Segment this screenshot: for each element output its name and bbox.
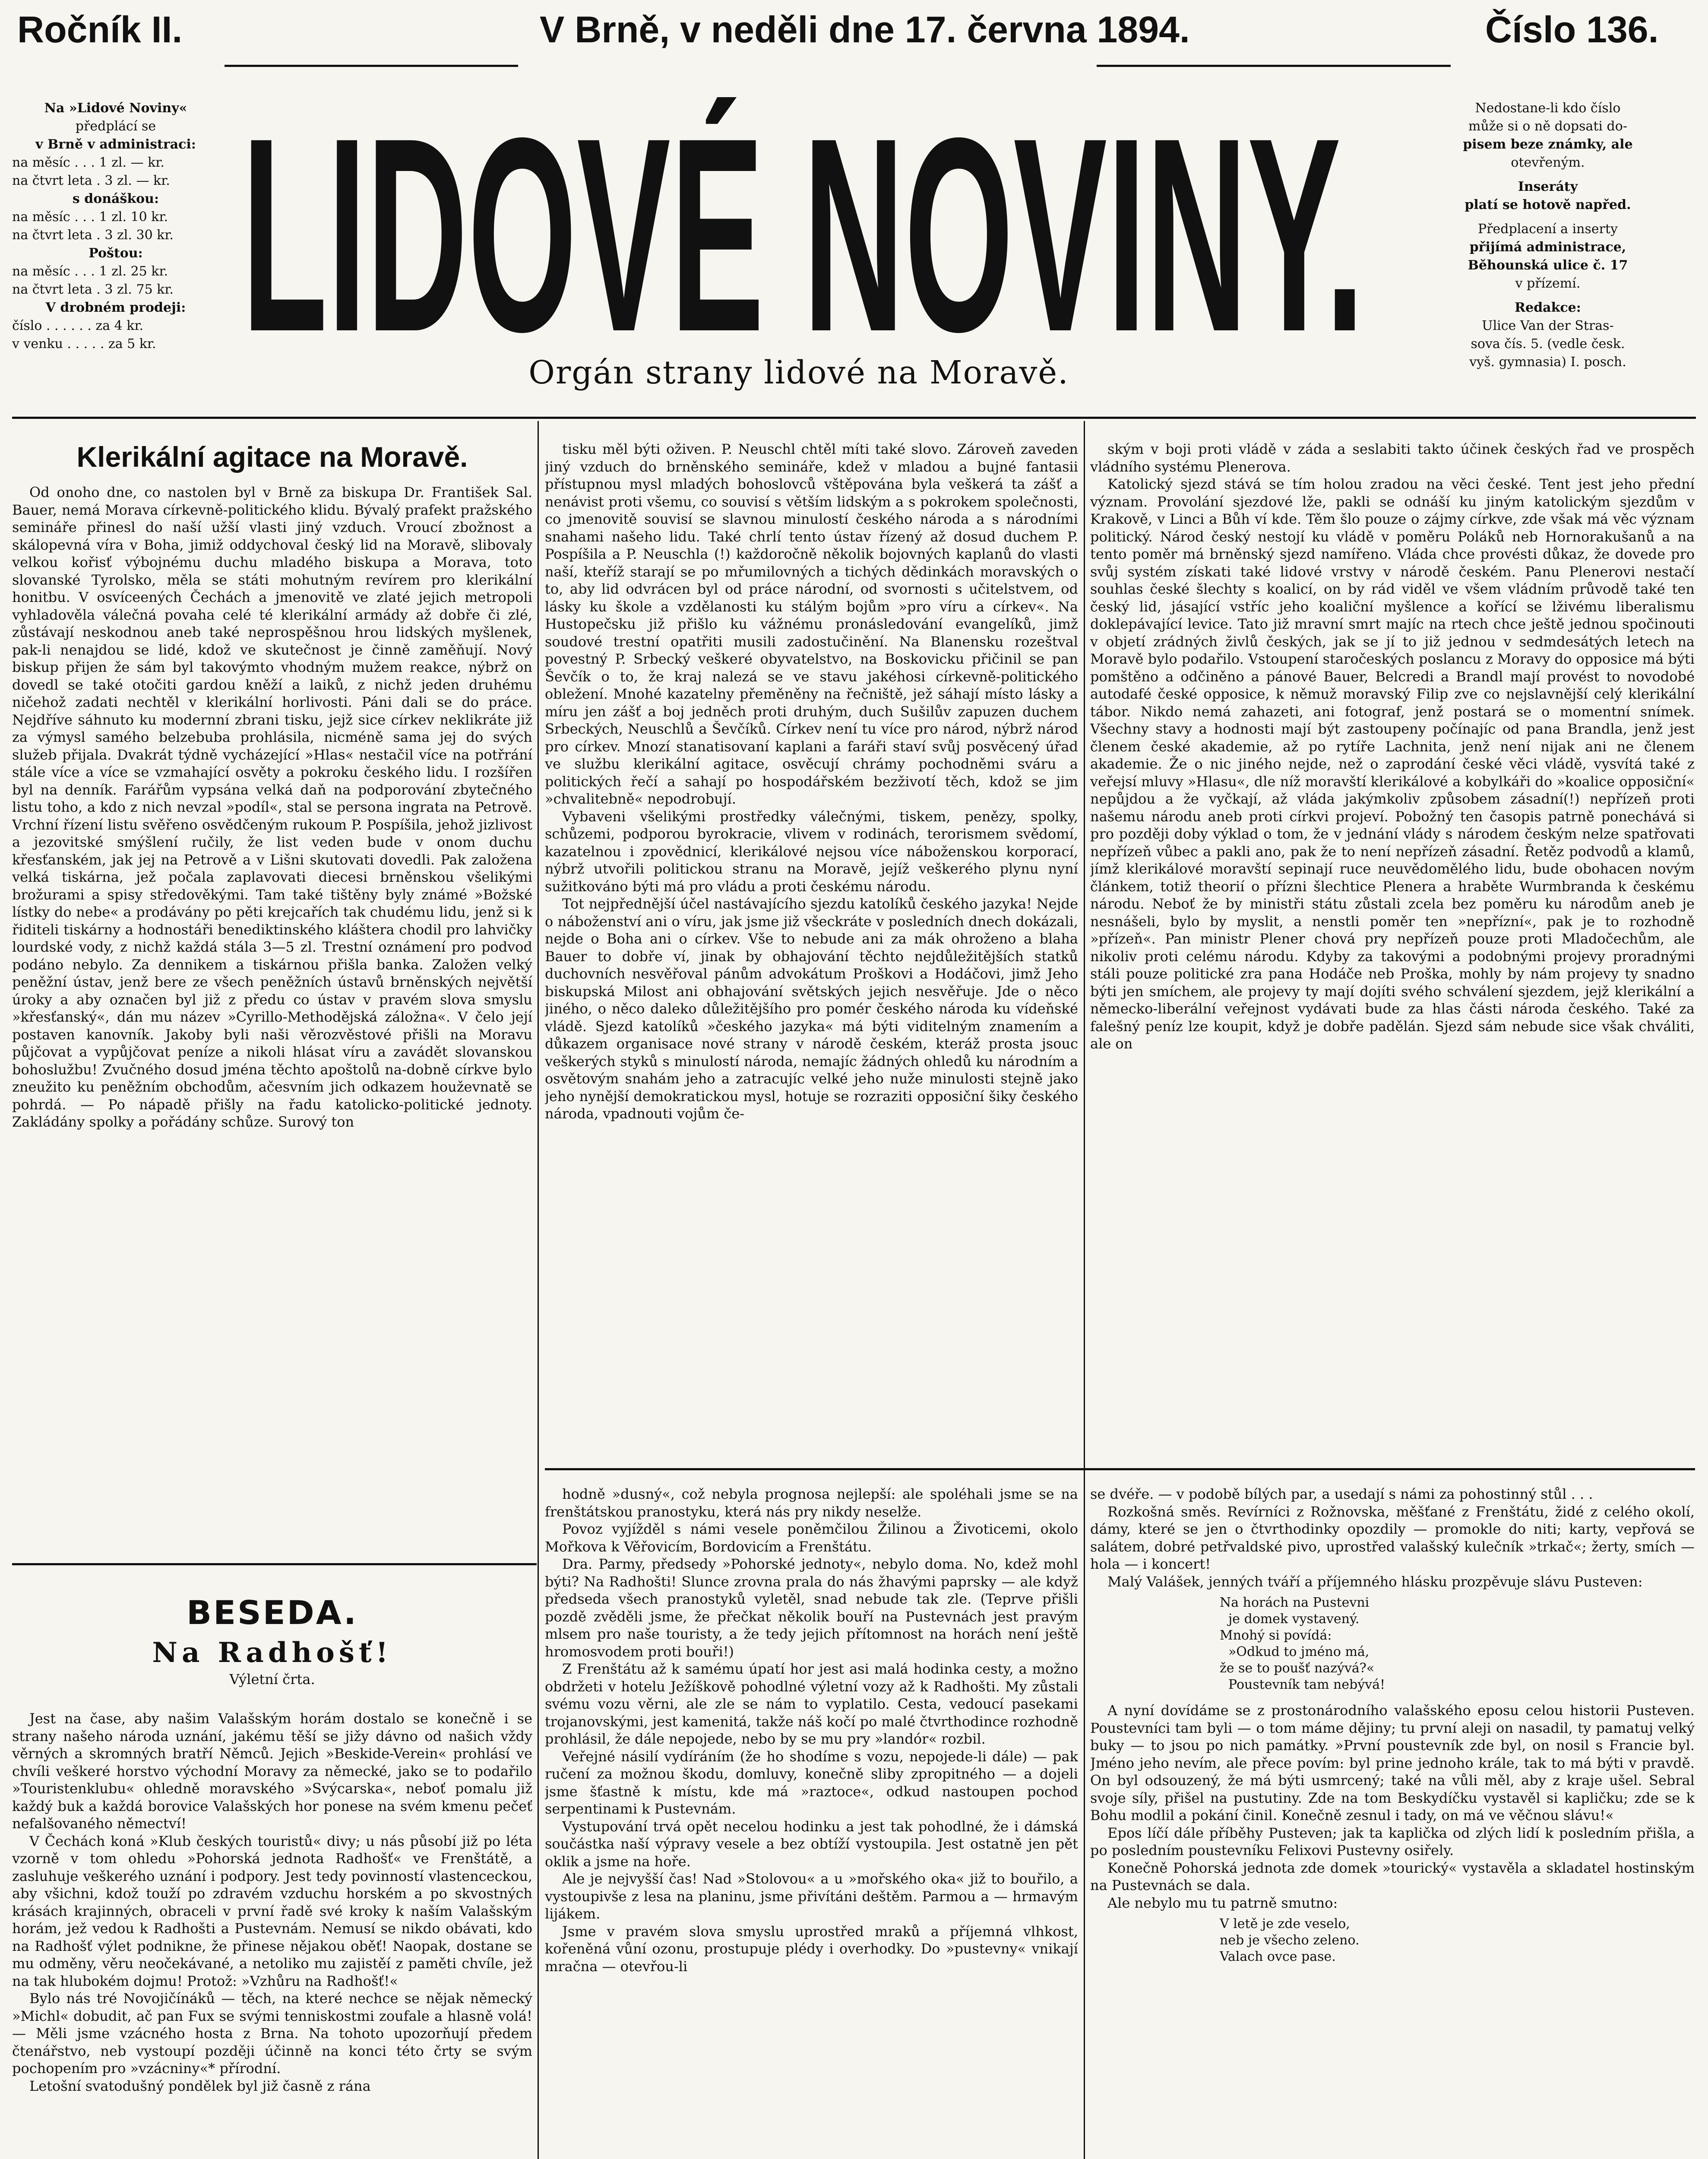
article-paragraph: Katolický sjezd stává se tím holou zradou na věci české. Tent jest jeho přední význam. Provolání sjezdové lže, pakli se odnáší ku jiným katolickým sjezdům v Krakově, v Linci a Bůh ví kde. Těm šlo pouze o zájmy církve, zde však má věc význam politický. Národ český nestojí ku vládě v poměru Poláků neb Hornorakušanů a na tento poměr má brněnský sjezd namířeno. Vláda chce provésti důkaz, že dovede pro svůj systém získati také lidové vrstvy v národě českém. Panu Plenerovi nestačí souhlas české šlechty s koalicí, on by rád viděl ve všem vládním průvodě také ten český lid, jásající vstříc jeho koaliční myšlence a kořící se lživému liberalismu doklepávající levice. Tato již mravní smrt majíc na rtech chce ještě jednou spočinouti v objetí zrádných živlů českých, jak se jí to již jednou v sedmdesátých letech na Moravě bylo podařilo. Vstoupení staročeských poslancu z Moravy do opposice má býti pomštěno a odčiněno a pánové Bauer, Belcredi a Brandl mají provést to novodobé autodafé české opposice, k němuž moravský Filip zve co nejslavnější celý klerikální tábor. Nikdo nemá zahazeti, ani fotograf, jenž postará se o momentní snímek. Všechny stavy a hodnosti mají být zastoupeny počínajíc od pana Brandla, jenž jest členem české akademie, až po rytíře Lachnita, jenž není nijak ani ne členem akademie. Že o nic jiného nejde, než o zaprodání české věci vládě, vysvítá také z veřejsí mluvy »Hlasu«, dle níž moravští klerikálové a kobylkáři do »koalice opposiční« nepůjdou a že vyčkají, až vláda jakýmkoliv způsobem zásadní(!) nepřízeň proti našemu národu aneb proti církvi projeví. Pobožný ten časopis patrně ponechává si pro později doby výklad o tom, že v jednání vlády s národem českým nelze spatřovati nepřízeň vůbec a pakli ano, pak že to není nepřízeň zásadní. Řetěz podvodů a klamů, jímž klerikálové moravští sepinají ruce neuvědomělého lidu, bude obohacen novým článkem, totiž theorií o přízni šlechtice Plenera a hraběte Wurmbranda k českému národu. Neboť že by ministři státu zůstali zcela bez poměru ku národům aneb je nesnášeli, bylo by myslit, a nenstli poměr ten »nepřízní«, pak je to rozhodně »přízeň«. Pan ministr Plener chová pry nepřízeň pouze proti Mladočechům, ale nikoliv proti celému národu. Kdyby za takovými a podobnými projevy proradnými stáli pouze politické zra pana Hodáče neb Proška, mohly by nám projevy ty snadno býti jen smíchem, ale projevy ty mají dojíti svého schválení sjezdem, jejž klerikální a německo-liberální veřejnost vydávati bude za hlas části národa českého. Také za falešný peníz lze koupit, když je dobře padělán. Sjezd sám nebude sice však chváliti, ale on xyxy=(1090,476,1695,1052)
column-rule xyxy=(1084,421,1085,2159)
feuilleton-paragraph: Rozkošná směs. Revírníci z Rožnovska, měšťané z Frenštátu, židé z celého okolí, dámy, které se jen o čtvrthodinky opozdily — promokle do niti; karty, vepřová se salátem, dobré petřvaldské pivo, uprostřed valašský kulečník »trkač«; žerty, smích — hola — i koncert! xyxy=(1090,1503,1695,1572)
subscription-line: V drobném prodeji: xyxy=(45,300,186,315)
subscription-line: Na »Lidové Noviny« xyxy=(44,101,187,116)
article-column-3 xyxy=(1090,440,1695,1459)
subscription-line: na měsíc . . . 1 zl. 25 kr. xyxy=(12,264,168,279)
info-line: otevřeným. xyxy=(1511,155,1585,170)
subscription-line: na čtvrt leta . 3 zl. 30 kr. xyxy=(12,228,174,243)
subscription-line: v Brně v administraci: xyxy=(35,137,196,152)
feuilleton-paragraph: Epos líčí dále příběhy Pusteven; jak ta kaplička od zlých lidí k posledním přišla, a po posledním poustevníku Felixovi Pustevny osiřely. xyxy=(1090,1824,1695,1858)
feuilleton-paragraph: Konečně Pohorská jednota zde domek »tourický« vystavěla a skladatel hostinským na Pustevnách se dala. xyxy=(1090,1859,1695,1893)
feuilleton-column-1 xyxy=(12,1710,532,2159)
masthead-logo xyxy=(233,97,1373,352)
info-line: vyš. gymnasia) I. posch. xyxy=(1469,355,1626,370)
feuilleton-paragraph: A nyní dovídáme se z prostonárodního valašského eposu celou historii Pusteven. Poustevníci tam byli — o tom máme dějiny; tu první aleji on nasadil, ty pamatuj velký buky — to jsou po nich památky. »První poustevník zde byl, on nosil s Francie byl. Jméno jeho nevím, ale přece povím: byl prine jednoho krále, tak to má býti v pravdě. On byl odsouzený, že má býti usmrcený; také na vůli měl, aby z kraje ušel. Sebral svoje síly, přišel na pustutiny. Zde na tom Beskydíčku vystavěl si kapličku; zde se k Bohu modlil a pokání činil. Konečně zesnul i tady, on má ve věčnou slávu!« xyxy=(1090,1702,1695,1823)
feuilleton-column-2 xyxy=(545,1485,1078,2159)
feuilleton-paragraph: se dvéře. — v podobě bílých par, a usedají s námi za pohostinný stůl . . . xyxy=(1090,1486,1593,1502)
article-headline: Klerikální agitace na Moravě. xyxy=(76,441,468,473)
feuilleton-paragraph: Z Frenštátu až k samému úpatí hor jest asi malá hodinka cesty, a možno obdržeti v hotelu Ježíškově pohodlné výletní vozy až k Radhošti. My zůstali svému vozu věrni, ale zle se nám to vyplatilo. Cesta, vedoucí pasekami trojanovskými, jest kamenitá, takže náš kočí po malé čtvrthodince rozhodně prohlásil, že dále nepojede, nebo by se mu pry »landór« rozbil. xyxy=(545,1661,1078,1747)
article-paragraph: Vybaveni všelikými prostředky válečnými, tiskem, penězy, spolky, schůzemi, podporou byrokracie, vlivem v rodinách, terorismem svědomí, kazatelnou i zpovědnicí, klerikálové nejsou více náboženskou korporací, nýbrž utvořili politickou stranu na Moravě, jejíž veškerého plynu nyní sužitkováno býti má pro vládu a proti českému národu. xyxy=(545,808,1078,895)
issue-number: Číslo 136. xyxy=(1485,9,1659,51)
song-line: V letě je zde veselo, xyxy=(1220,1916,1350,1931)
info-box xyxy=(1395,99,1701,371)
info-line: Inseráty xyxy=(1518,179,1578,194)
info-line: v přízemí. xyxy=(1515,276,1581,291)
masthead-organ: Orgán strany lidové na Moravě. xyxy=(528,354,1069,391)
info-line: Běhounská ulice č. 17 xyxy=(1468,258,1628,273)
feuilleton-paragraph: Malý Valášek, jenných tváří a příjemného hlásku prozpěvuje slávu Pusteven: xyxy=(1107,1573,1643,1590)
feuilleton-paragraph: V Čechách koná »Klub českých touristů« divy; u nás působí již po léta vzorně v tom ohledu »Pohorská jednota Radhošť« ve Frenštátě, a zasluhuje veškerého uznání i podpory. Jest tedy povinností vlastenceckou, aby všichni, kdož touží po zdravém vzduchu horském a po skvostných krásách krajinných, obraceli v první řadě své kroky k naším Valašským horám, jež vedou k Radhošti a Pustevnám. Nemusí se nikdo obávati, kdo na Radhošť výlet podnikne, že přinese nějakou oběť! Naopak, dostane se mu odměny, věru neočekávané, a netoliko mu zajistěí z paměti chvíle, jež na tak hlubokém dojmu! Protož: »Vzhůru na Radhošť!« xyxy=(12,1833,532,1989)
feuilleton-paragraph: Jest na čase, aby našim Valašským horám dostalo se konečně i se strany našeho národa uznání, jakému těší se jižy dávno od našich vždy věrných a skromných bratří Němců. Jejich »Beskide-Verein« prohlásí ve chvíli veškeré horstvo východní Moravy za německé, jako se to podařilo »Touristenklubu« ohledně moravského »Svýcarska«, neboť pomalu již každý buk a každá borovice Valašských hor ponese na svém kmenu pečeť nefalšovaného němectví! xyxy=(12,1710,532,1832)
song-line: Mnohý si povídá: xyxy=(1220,1628,1332,1643)
subscription-box xyxy=(12,99,219,353)
info-line: Předplacení a inserty xyxy=(1477,222,1618,237)
article-paragraph: Tot nejpřednější účel nastávajícího sjezdu katolíků českého jazyka! Nejde o náboženství ani o víru, jak jsme již všeckráte v posledních dnech dokázali, nejde o Boha ani o církev. Vše to nebude ani za mák ohroženo a blaha Bauer to dobře ví, jinak by obhajování těchto nejdůležitějších statků duchovních nesvěřoval pánům advokátum Proškovi a Hodáčovi, jimž Jeho biskupská Milost ani obhajování světských jejich nesvěřuje. Jde o něco jiného, o něco daleko důležitějšího pro pomér českého národa ku vídeňské vládě. Sjezd katolíků »českého jazyka« má býti viditelným znamením a důkazem organisace nové strany v národě českém, kteráž prosta jsouc veškerých styků s minulostí národa, nemajíc žádných ohledů ku národním a osvětovým snahám jeho a zatracujíc velké jeho nuže minulosti stejně jako jeho nynější demokratickou mysl, hotuje se rozraziti opposiční šiky českého národa, vpadnouti vojům če- xyxy=(545,896,1078,1122)
song-line: že se to poušť nazývá?« xyxy=(1220,1661,1375,1676)
info-line: může si o ně dopsati do- xyxy=(1468,119,1627,134)
subscription-line: na měsíc . . . 1 zl. — kr. xyxy=(12,155,164,170)
header-rule-right xyxy=(1097,65,1451,67)
feuilleton-paragraph: Jsme v pravém slova smyslu uprostřed mraků a příjemná vlhkost, kořeněná vůní ozonu, prostupuje plédy i overhodky. Do »pustevny« vnikají mračna — otevřou-li xyxy=(545,1923,1078,1975)
subscription-line: v venku . . . . . za 5 kr. xyxy=(12,336,156,351)
feuilleton-rule xyxy=(12,1563,537,1565)
article-paragraph: ským v boji proti vládě v záda a seslabiti takto účinek českých řad ve prospěch vládního systému Plenerova. xyxy=(1090,441,1695,475)
issue-date: V Brně, v neděli dne 17. června 1894. xyxy=(540,9,1190,51)
feuilleton-paragraph: Povoz vyjížděl s námi vesele poněmčilou Žilinou a Životicemi, okolo Mořkova k Věřovicím, Bordovicím a Frenštátu. xyxy=(545,1521,1078,1555)
info-line: Ulice Van der Stras- xyxy=(1482,318,1614,333)
info-line: Nedostane-li kdo číslo xyxy=(1475,101,1621,116)
feuilleton-paragraph: Veřejné násilí vydíráním (že ho shodíme s vozu, nepojede-li dále) — pak ručení za možnou škodu, domluvy, konečně sliby zpropitného — a dojeli jsme šťastně k místu, kde má »raztoce«, odkud nastoupen pochod serpentinami k Pustevnám. xyxy=(545,1748,1078,1817)
subscription-line: na měsíc . . . 1 zl. 10 kr. xyxy=(12,209,168,225)
feuilleton-paragraph: Ale je nejvyšší čas! Nad »Stolovou« a u »mořského oka« již to bouřilo, a vystoupivše z lesa na planinu, jsme přivítáni deštěm. Parmou a — hrmavým lijákem. xyxy=(545,1871,1078,1922)
article-paragraph: Od onoho dne, co nastolen byl v Brně za biskupa Dr. František Sal. Bauer, nemá Morava církevně-politického klidu. Bývalý prafekt pražského semináře přinesl do naší užší vlasti jiný vzduch. Vroucí zbožnost a skálopevná víra v Boha, jimiž oddychoval český lid na Moravě, slibovaly velkou kořisť výbojnému duchu mladého biskupa a Morava, toto slovanské Tyrolsko, měla se státi mohutným revírem pro klerikální honitbu. V osvíceených Čechách a jmenovitě ve zlaté jejich metropoli vyhladověla válečná povaha celé té klerikální armády až dobře či zlé, zůstávají neskodnou aneb také neprospěšnou hrou lidských myšlenek, pak-li nenajdou se lidé, kdož ve skutečnost je činně zaměňují. Nový biskup přijen že sám byl takovýmto vhodným mužem reakce, nýbrž on dovedl se také otočiti gardou kněží a laiků, z nichž jeden druhému ničehož zadati nechtěl v klerikální horlivosti. Páni dali se do práce. Nejdříve sáhnuto ku modernní zbrani tisku, jejž sice církev neklikráte již za výmysl samého belzebuba prohlásila, nicméně sama jej do svých služeb přijala. Dvakrát týdně vycházející »Hlas« nestačil více na potřrání stále více a více se vzmahající osvěty a pokroku českého lidu. I rozšířen byl na denník. Farářům vypsána velká daň na podporování zbytečného listu toho, a kdo z nich nevzal »podíl«, stal se persona ingrata na Petrově. Vrchní řízení listu svěřeno osvědčeným rukoum P. Pospíšila, jehož jizlivost a jezovitské smýšlení ručily, že list veden bude v onom duchu křesťanském, jak jej na Petrově a v Lišni skutovati dovedli. Pak založena velká tiskárna, jež počala zaplavovati diecesi brněnskou všelikými brožurami a spisy středověkými. Tam také tištěny byly známé »Božské lístky do nebe« a prodávány po pěti krejcařích tak chudému lidu, jenž si k řiditeli tiskárny a hodnostáři benediktinského kláštera chodil pro lahvičky lourdské vody, z nichž každá stála 3—5 zl. Trestní oznámení pro podvod podáno nebylo. Za dennikem a tiskárnou přišla banka. Založen velký peněžní ústav, jenž bere ze všech peněžních ústavů brněnských největší úroky a aby označen byl již z předu co ústav v pravém slova smyslu »křesťanský«, dán mu název »Cyrillo-Methodějská záložna«. V čelo její postaven kanovník. Jakoby byli naši věrozvěstové přišli na Moravu půjčovat a vypůjčovat peníze a nikoli hlásat víru a zavádět slovanskou bohoslužbu! Zvučného dosud jména těchto apoštolů na-dobně církve bylo zneužito ku peněžním obchodům, ačesvním jich odkazem houževnatě se pohrdá. — Po nápadě přišly na řadu katolicko-politické jednoty. Zakládány spolky a pořádány schůze. Surový ton xyxy=(12,484,532,1130)
header-rule-left xyxy=(225,65,518,67)
feuilleton-column-3 xyxy=(1090,1485,1695,2159)
info-line: Redakce: xyxy=(1515,300,1581,315)
feuilleton-title: BESEDA. xyxy=(187,1593,358,1632)
song-line: neb je všecho zeleno. xyxy=(1220,1933,1360,1948)
song-line: je domek vystavený. xyxy=(1228,1611,1360,1627)
song-verse xyxy=(1220,1916,1695,1965)
subscription-line: na čtvrt leta . 3 zl. — kr. xyxy=(12,173,170,188)
feuilleton-paragraph: Dra. Parmy, předsedy »Pohorské jednoty«, nebylo doma. No, kdež mohl býti? Na Radhošti! Slunce zrovna prala do nás žhavými paprsky — ale když předseda všech pranostyků vyletěl, snad nebude tak zle. (Teprve přišli pozdě zvěděli jsme, že přečkat několik bouří na Pustevnách jest pravým mlsem pro naše touristy, a že tedy jejich přítomnost na horách není ještě hromosvodem proti bouři!) xyxy=(545,1556,1078,1660)
feuilleton-paragraph: Bylo nás tré Novojičínáků — těch, na které nechce se nějak německý »Michl« dobudit, ač pan Fux se svými tenniskostmi zoufale a hlasně volá! — Měli jsme vzácného hosta z Brna. Na tohoto upozorňují předem čtenářstvo, neb vystoupí později účinně na konci této črty se svým pochopením pro »vzácniny«* přírodní. xyxy=(12,1990,532,2077)
feuilleton-rule xyxy=(545,1468,1695,1470)
subscription-line: s donáškou: xyxy=(72,191,159,206)
masthead-title xyxy=(233,97,1373,352)
song-line: Poustevník tam nebývá! xyxy=(1228,1677,1385,1692)
article-column-1 xyxy=(12,484,532,1537)
subscription-line: na čtvrt leta . 3 zl. 75 kr. xyxy=(12,282,174,297)
feuilleton-paragraph: Ale nebylo mu tu patrně smutno: xyxy=(1107,1894,1338,1911)
feuilleton-paragraph: Vystupování trvá opět necelou hodinku a jest tak pohodlné, že i dámská součástka naší výpravy vesele a bez obtíží vystoupila. Jest ostatně jen pět oklik a jsme na hoře. xyxy=(545,1818,1078,1870)
feuilleton-subtitle: Na Radhošť! xyxy=(152,1637,392,1669)
masthead-rule xyxy=(12,417,1696,419)
info-line: platí se hotově napřed. xyxy=(1464,197,1631,212)
article-paragraph: tisku měl býti oživen. P. Neuschl chtěl míti také slovo. Zároveň zaveden jiný vzduch do brněnského semináře, kdež v mladou a bujné fantasii přístupnou mysl mladých bohoslovců vštěpována byla veškerá ta zášť a nenávist proti všemu, co souvisí s větším lidským a s pokrokem společnosti, co jmenovitě souvisí se slavnou minulostí českého národa a s národními snahami našeho lidu. Také chrlí tento ústav řízený až dosud duchem P. Pospíšila a P. Neuschla (!) každoročně několik bojovných kaplanů do vlasti naší, kteříž starají se po mřumilovných a tichých dědinkách moravských o to, aby lid odvrácen byl od práce národní, od svornosti s učitelstvem, od lásky ku škole a vzdělanosti ku stálým bojům »pro víru a církev«. Na Hustopečsku již přišlo ku vážnému pronásledování evangelíků, jimž soudové trestní opatřiti musili zadostučinění. Na Blanensku rozeštval povestný P. Srbecký veškeré obyvatelstvo, na Boskovicku přičinil se pan Ševčík o to, že kraj nalezá se ve stavu jakéhosi církevně-politického obležení. Mnohé kazatelny přeměněny na řečniště, jež sáhají místo lásky a míru jen zášť a boj jedněch proti druhým, duch Sušilův zapuzen duchem Srbeckých, Neuschlů a Ševčíků. Církev není tu více pro národ, nýbrž národ pro církev. Mnozí stanatisovaní kaplani a faráři staví svůj posvěcený úřad ve službu klerikální agitace, osvěcují chrámy pochodněmi sváru a politických řečí a sahají po hospodářském bezživotí těch, kdož se jim »chvalitebně« nepodrobují. xyxy=(545,441,1078,807)
subscription-line: předplácí se xyxy=(75,119,156,134)
subscription-line: číslo . . . . . . za 4 kr. xyxy=(12,318,144,333)
song-verse xyxy=(1220,1595,1695,1693)
feuilleton-kind: Výletní črta. xyxy=(229,1671,315,1687)
column-rule xyxy=(538,421,539,2159)
subscription-line: Poštou: xyxy=(89,246,143,261)
song-line: Valach ovce pase. xyxy=(1220,1949,1336,1964)
feuilleton-paragraph: hodně »dusný«, což nebyla prognosa nejlepší: ale spoléhali jsme se na frenštátskou pranostyku, která nás pry nikdy neselže. xyxy=(545,1486,1078,1520)
info-line: sova čís. 5. (vedle česk. xyxy=(1471,336,1625,351)
song-line: »Odkud to jméno má, xyxy=(1228,1644,1370,1659)
article-column-2 xyxy=(545,440,1078,1459)
info-line: přijímá administrace, xyxy=(1469,240,1626,255)
feuilleton-paragraph: Letošní svatodušný pondělek byl již časně z rána xyxy=(29,2077,371,2094)
masthead-text: LIDOVÉ NOVINY. xyxy=(242,97,1364,352)
song-line: Na horách na Pustevni xyxy=(1220,1595,1370,1610)
volume-number: Ročník II. xyxy=(17,9,183,51)
info-line: pisem beze známky, ale xyxy=(1463,137,1633,152)
